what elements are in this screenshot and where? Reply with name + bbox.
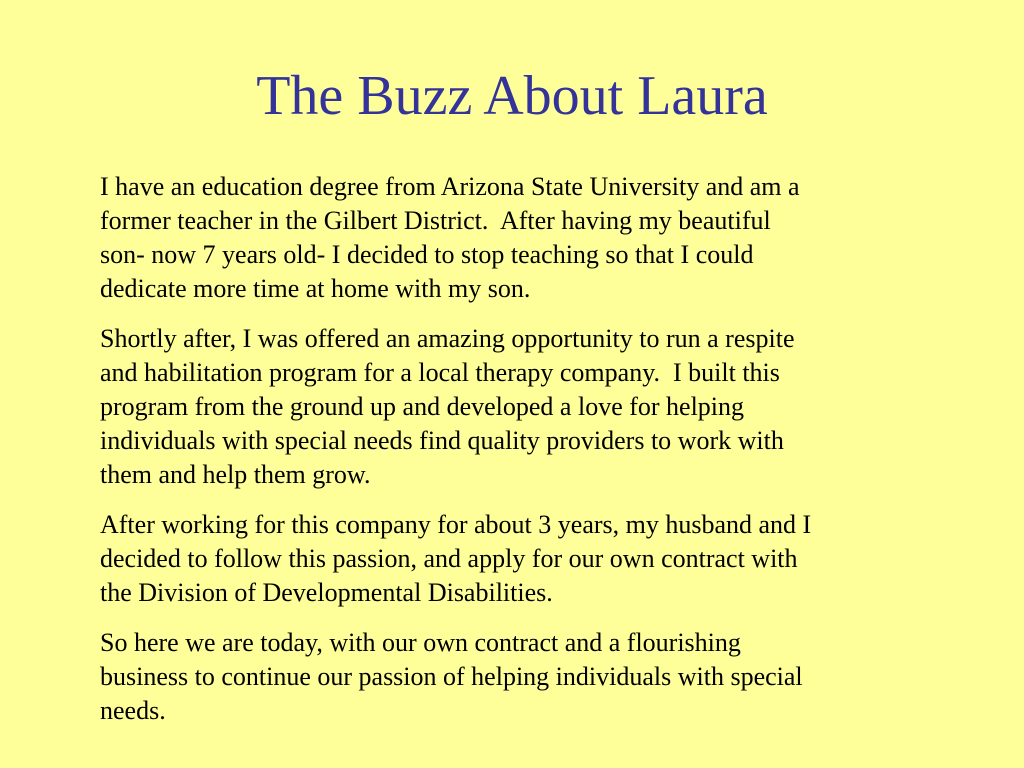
paragraph-contract: [100, 508, 970, 610]
text-line: and habilitation program for a local therapy company. I built this: [100, 358, 780, 387]
text-line: the Division of Developmental Disabilities.: [100, 578, 553, 607]
text-line: former teacher in the Gilbert District. After having my beautiful: [100, 206, 771, 235]
text-line: individuals with special needs find quality providers to work with: [100, 426, 784, 455]
slide-title: The Buzz About Laura: [256, 65, 768, 127]
text-line: After working for this company for about 3 years, my husband and I: [100, 510, 812, 539]
slide-body: [100, 170, 970, 744]
text-line: son- now 7 years old- I decided to stop teaching so that I could: [100, 240, 754, 269]
text-line: dedicate more time at home with my son.: [100, 274, 531, 303]
paragraph-education: [100, 170, 970, 306]
text-line: program from the ground up and developed a love for helping: [100, 392, 745, 421]
text-line: I have an education degree from Arizona State University and am a: [100, 172, 800, 201]
text-line: decided to follow this passion, and apply for our own contract with: [100, 544, 798, 573]
text-line: Shortly after, I was offered an amazing opportunity to run a respite: [100, 324, 795, 353]
text-line: them and help them grow.: [100, 460, 371, 489]
paragraph-today: [100, 626, 970, 728]
paragraph-program: [100, 322, 970, 492]
text-line: needs.: [100, 696, 166, 725]
text-line: business to continue our passion of helping individuals with special: [100, 662, 803, 691]
text-line: So here we are today, with our own contract and a flourishing: [100, 628, 741, 657]
